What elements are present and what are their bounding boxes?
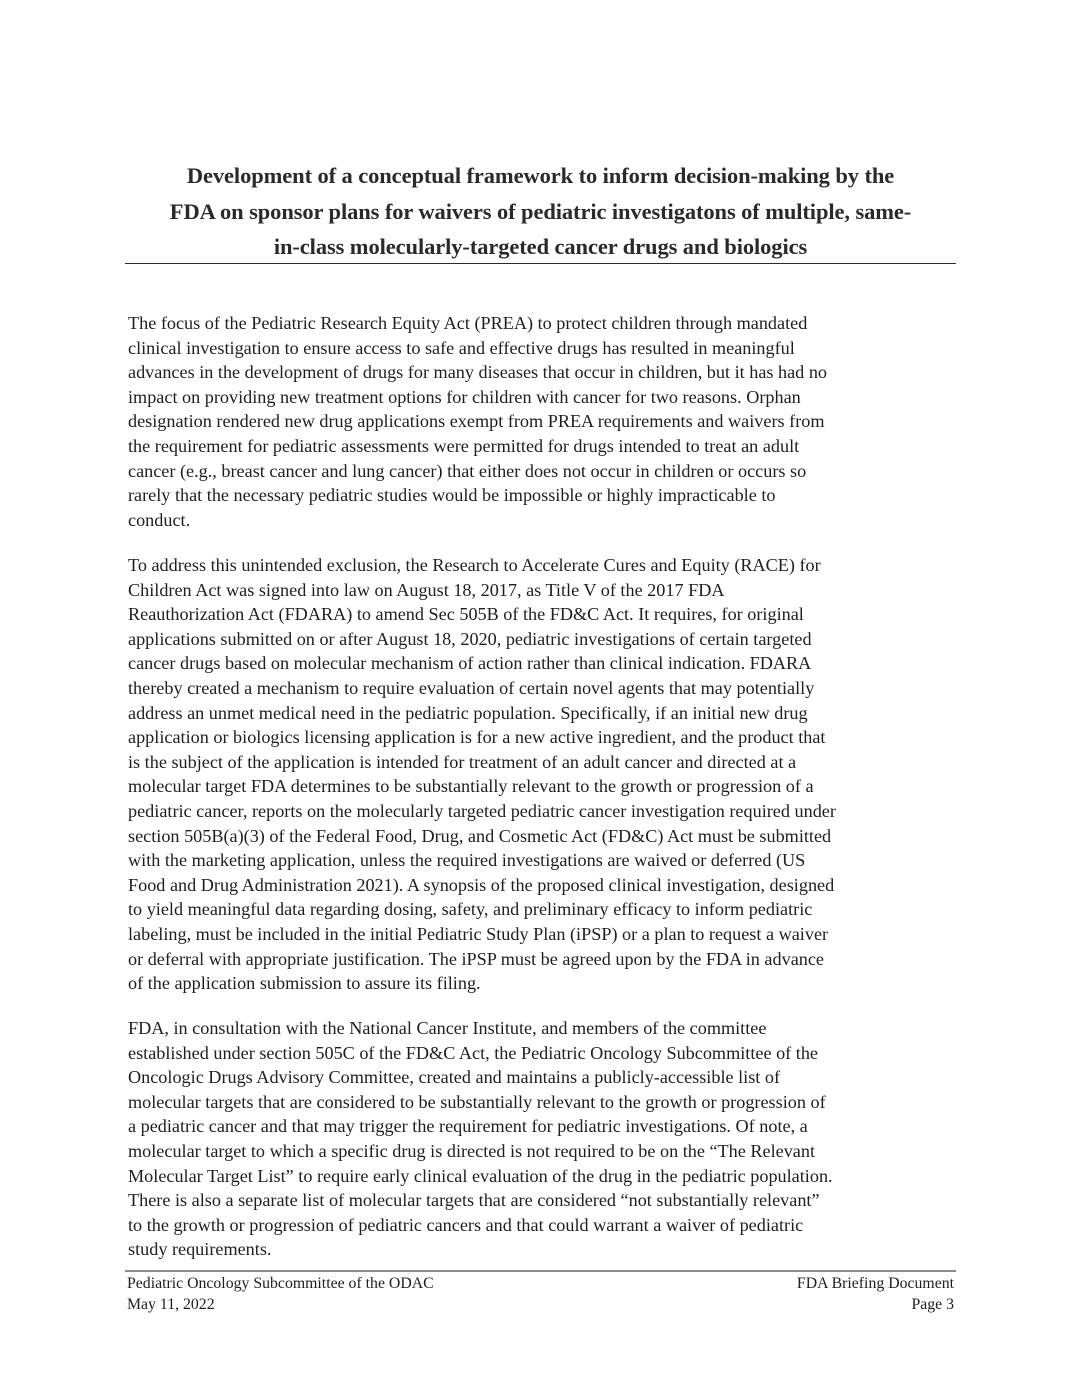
- text-line: with the marketing application, unless the required investigations are waived or deferred (US: [128, 850, 806, 871]
- paragraph-race-act: [128, 553, 958, 996]
- text-line: The focus of the Pediatric Research Equity Act (PREA) to protect children through mandated: [128, 313, 808, 333]
- footer-page-number: Page 3: [911, 1295, 954, 1313]
- footer-row-1: [127, 1274, 954, 1295]
- text-line: established under section 505C of the FD&C Act, the Pediatric Oncology Subcommittee of the: [128, 1042, 818, 1063]
- text-line: There is also a separate list of molecular targets that are considered “not substantially relevant”: [128, 1190, 820, 1211]
- text-line: the requirement for pediatric assessments were permitted for drugs intended to treat an adult: [128, 435, 800, 456]
- text-line: pediatric cancer, reports on the molecularly targeted pediatric cancer investigation required under: [128, 800, 836, 821]
- footer-committee: Pediatric Oncology Subcommittee of the ODAC: [127, 1275, 434, 1292]
- text-line: Reauthorization Act (FDARA) to amend Sec 505B of the FD&C Act. It requires, for original: [128, 604, 804, 625]
- text-line: conduct.: [128, 509, 191, 530]
- text-line: FDA, in consultation with the National Cancer Institute, and members of the committee: [128, 1018, 767, 1038]
- footer-row-2: [127, 1295, 954, 1316]
- text-line: impact on providing new treatment options for children with cancer for two reasons. Orphan: [128, 386, 801, 407]
- text-line: address an unmet medical need in the pediatric population. Specifically, if an initial new drug: [128, 702, 808, 723]
- text-line: to yield meaningful data regarding dosing, safety, and preliminary efficacy to inform pediatric: [128, 899, 813, 920]
- text-line: molecular targets that are considered to be substantially relevant to the growth or progression of: [128, 1091, 826, 1112]
- text-line: cancer drugs based on molecular mechanism of action rather than clinical indication. FDARA: [128, 653, 812, 674]
- text-line: a pediatric cancer and that may trigger the requirement for pediatric investigations. Of note, a: [128, 1116, 808, 1137]
- text-line: Molecular Target List” to require early clinical evaluation of the drug in the pediatric population.: [128, 1165, 833, 1186]
- text-line: molecular target to which a specific drug is directed is not required to be on the “The Relevant: [128, 1140, 816, 1161]
- text-line: To address this unintended exclusion, the Research to Accelerate Cures and Equity (RACE) for: [128, 555, 821, 575]
- title-underline: [125, 263, 956, 264]
- paragraph-prea-background: [128, 311, 958, 532]
- text-line: molecular target FDA determines to be substantially relevant to the growth or progression of a: [128, 776, 814, 797]
- footer-date: May 11, 2022: [127, 1295, 215, 1313]
- text-line: study requirements.: [128, 1239, 272, 1260]
- text-line: thereby created a mechanism to require evaluation of certain novel agents that may potentially: [128, 677, 815, 698]
- text-line: cancer (e.g., breast cancer and lung cancer) that either does not occur in children or occurs so: [128, 460, 807, 481]
- document-title: [125, 158, 956, 265]
- text-line: applications submitted on or after August 18, 2020, pediatric investigations of certain targeted: [128, 628, 812, 649]
- text-line: of the application submission to assure its filing.: [128, 973, 481, 994]
- paragraph-molecular-target-list: [128, 1016, 958, 1262]
- text-line: Children Act was signed into law on August 18, 2017, as Title V of the 2017 FDA: [128, 579, 725, 600]
- text-line: to the growth or progression of pediatric cancers and that could warrant a waiver of pediatric: [128, 1214, 804, 1235]
- text-line: rarely that the necessary pediatric studies would be impossible or highly impracticable to: [128, 485, 776, 506]
- title-line: FDA on sponsor plans for waivers of pediatric investigatons of multiple, same-: [169, 198, 912, 224]
- text-line: clinical investigation to ensure access to safe and effective drugs has resulted in meaningful: [128, 337, 795, 358]
- text-line: Oncologic Drugs Advisory Committee, created and maintains a publicly-accessible list of: [128, 1067, 781, 1088]
- text-line: advances in the development of drugs for many diseases that occur in children, but it has had no: [128, 362, 828, 383]
- text-line: labeling, must be included in the initial Pediatric Study Plan (iPSP) or a plan to request a waiver: [128, 923, 829, 944]
- text-line: or deferral with appropriate justification. The iPSP must be agreed upon by the FDA in advance: [128, 948, 825, 969]
- text-line: application or biologics licensing application is for a new active ingredient, and the product that: [128, 727, 826, 748]
- text-line: designation rendered new drug applications exempt from PREA requirements and waivers from: [128, 411, 825, 432]
- title-line: in-class molecularly-targeted cancer drugs and biologics: [273, 234, 808, 259]
- text-line: section 505B(a)(3) of the Federal Food, Drug, and Cosmetic Act (FD&C) Act must be submitted: [128, 825, 832, 846]
- title-line: Development of a conceptual framework to inform decision-making by the: [186, 163, 895, 188]
- page-footer: [127, 1274, 954, 1315]
- footer-document-type: FDA Briefing Document: [796, 1275, 954, 1292]
- text-line: is the subject of the application is intended for treatment of an adult cancer and directed at a: [128, 751, 797, 772]
- footer-divider: [125, 1270, 956, 1272]
- text-line: Food and Drug Administration 2021). A synopsis of the proposed clinical investigation, designed: [128, 874, 835, 895]
